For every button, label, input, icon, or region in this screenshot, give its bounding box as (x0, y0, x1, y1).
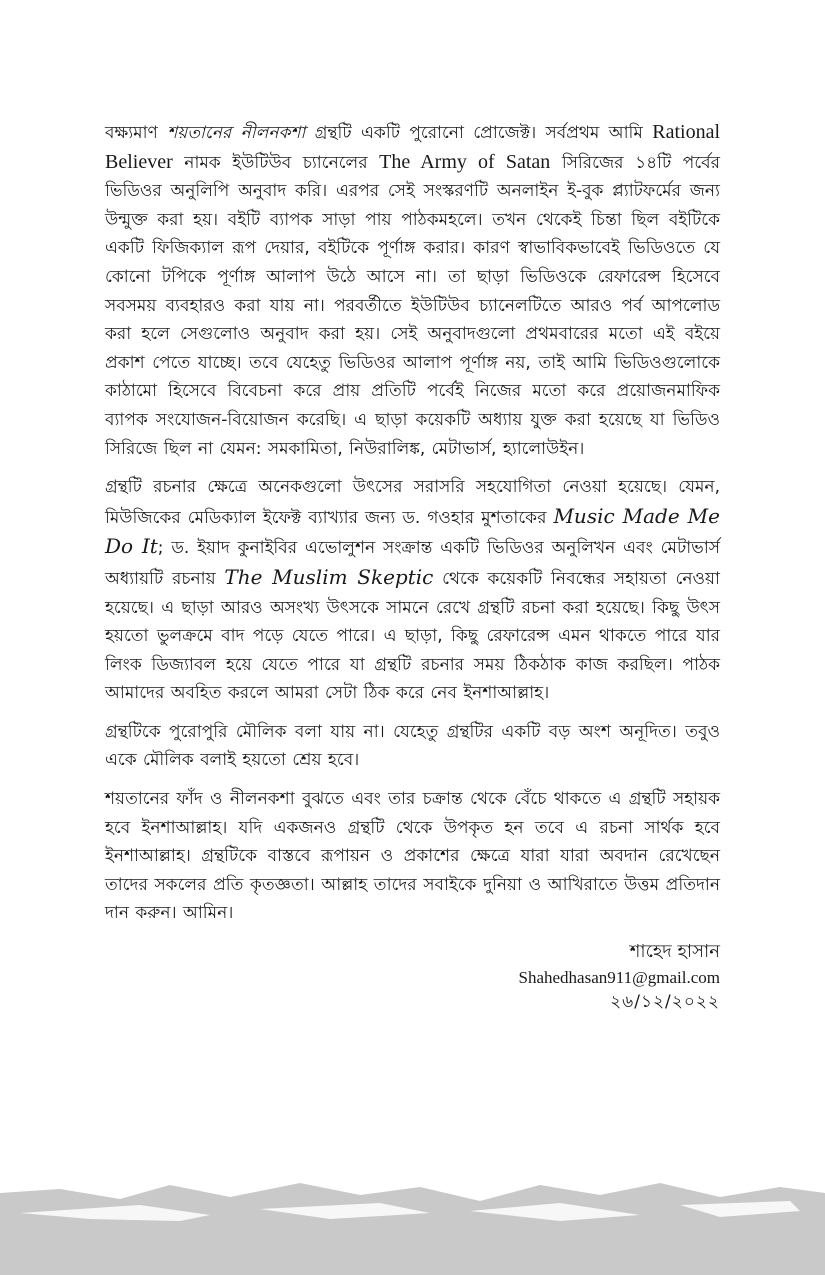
channel-name: Rational Believer (105, 121, 720, 173)
author-email: Shahedhasan911@gmail.com (518, 968, 720, 988)
text-run: গ্রন্থটি একটি পুরোনো প্রোজেক্ট। সর্বপ্রথম আমি (305, 123, 653, 143)
brush-band-shape (0, 1183, 825, 1275)
book-title-italic: শয়তানের নীলনকশা (167, 123, 306, 143)
series-name: The Army of Satan (379, 150, 551, 173)
cited-book-italic: Music Made Me Do It (105, 503, 720, 559)
text-run: সিরিজের ১৪টি পর্বের ভিডিওর অনুলিপি অনুবাদ করি। এরপর সেই সংস্করণটি অনলাইন ই-বুক প্ল্যাটফর্মের জন্য উন্মুক্ত করা হয়। বইটি ব্যাপক সাড়া পায় পাঠকমহলে। তখন থেকেই চিন্তা ছিল বইটিকে একটি ফিজিক্যাল রূপ দেয়ার, বইটিকে পূর্ণাঙ্গ করার। কারণ স্বাভাবিকভাবেই ভিডিওতে যে কোনো টপিকে পূর্ণাঙ্গ আলাপ উঠে আসে না। তা ছাড়া ভিডিওকে রেফারেন্স হিসেবে সবসময় ব্যবহারও করা যায় না। পরবর্তীতে ইউটিউব চ্যানেলটিতে আরও পর্ব আপলোড করা হলে সেগুলোও অনুবাদ করা হয়। সেই অনুবাদগুলো প্রথমবারের মতো এই বইয়ে প্রকাশ পেতে যাচ্ছে। তবে যেহেতু ভিডিওর আলাপ পূর্ণাঙ্গ নয়, তাই আমি ভিডিওগুলোকে কাঠামো হিসেবে বিবেচনা করে প্রায় প্রতিটি পর্বেই নিজের মতো করে প্রয়োজনমাফিক ব্যাপক সংযোজন-বিয়োজন করেছি। এ ছাড়া কয়েকটি অধ্যায় যুক্ত করা হয়েছে যা ভিডিও সিরিজে ছিল না যেমন: সমকামিতা, নিউরালিঙ্ক, মেটাভার্স, হ্যালোউইন। (105, 152, 720, 459)
decorative-footer-brush-band (0, 1175, 825, 1275)
text-run: নামক ইউটিউব চ্যানেলের (172, 152, 380, 173)
text-run: বক্ষ্যমাণ (105, 123, 168, 143)
paragraph-3: গ্রন্থটিকে পুরোপুরি মৌলিক বলা যায় না। যেহেতু গ্রন্থটির একটি বড় অংশ অনূদিত। তবুও একে মৌলিক বলাই হয়তো শ্রেয় হবে। (105, 721, 720, 771)
cited-site-italic: The Muslim Skeptic (224, 564, 434, 589)
preface-body (105, 118, 720, 1014)
text-run: ; ড. ইয়াদ কুনাইবির এভোলুশন সংক্রান্ত একটি ভিডিওর অনুলিখন এবং মেটাভার্স অধ্যায়টি রচনায় (105, 538, 721, 589)
signature-block (105, 938, 720, 1014)
paragraph-4: শয়তানের ফাঁদ ও নীলনকশা বুঝতে এবং তার চক্রান্ত থেকে বেঁচে থাকতে এ গ্রন্থটি সহায়ক হবে ইনশাআল্লাহ। যদি একজনও গ্রন্থটি থেকে উপকৃত হন তবে এ রচনা সার্থক হবে ইনশাআল্লাহ। গ্রন্থটিকে বাস্তবে রূপায়ন ও প্রকাশের ক্ষেত্রে যারা যারা অবদান রেখেছেন তাদের সকলের প্রতি কৃতজ্ঞতা। আল্লাহ তাদের সবাইকে দুনিয়া ও আখিরাতে উত্তম প্রতিদান দান করুন। আমিন। (105, 789, 720, 924)
paragraph-1 (105, 118, 720, 463)
text-run: থেকে কয়েকটি নিবন্ধের সহায়তা নেওয়া হয়েছে। এ ছাড়া আরও অসংখ্য উৎসকে সামনে রেখে গ্রন্থটি রচনা করা হয়েছে। কিছু উৎস হয়তো ভুলক্রমে বাদ পড়ে যেতে পারে। এ ছাড়া, কিছু রেফারেন্স এমন থাকতে পারে যার লিংক ডিজ্যাবল হয়ে যেতে পারে যা গ্রন্থটি রচনার সময় ঠিকঠাক কাজ করছিল। পাঠক আমাদের অবহিত করলে আমরা সেটা ঠিক করে নেব ইনশাআল্লাহ। (105, 568, 720, 704)
author-name: শাহেদ হাসান (629, 941, 720, 963)
signature-date: ২৬/১২/২০২২ (610, 992, 720, 1013)
text-run: গ্রন্থটি রচনার ক্ষেত্রে অনেকগুলো উৎসের সরাসরি সহযোগিতা নেওয়া হয়েছে। যেমন, মিউজিকের মেডিক্যাল ইফেক্ট ব্যাখ্যার জন্য ড. গওহার মুশতাকের (105, 477, 720, 528)
paragraph-2 (105, 473, 720, 708)
